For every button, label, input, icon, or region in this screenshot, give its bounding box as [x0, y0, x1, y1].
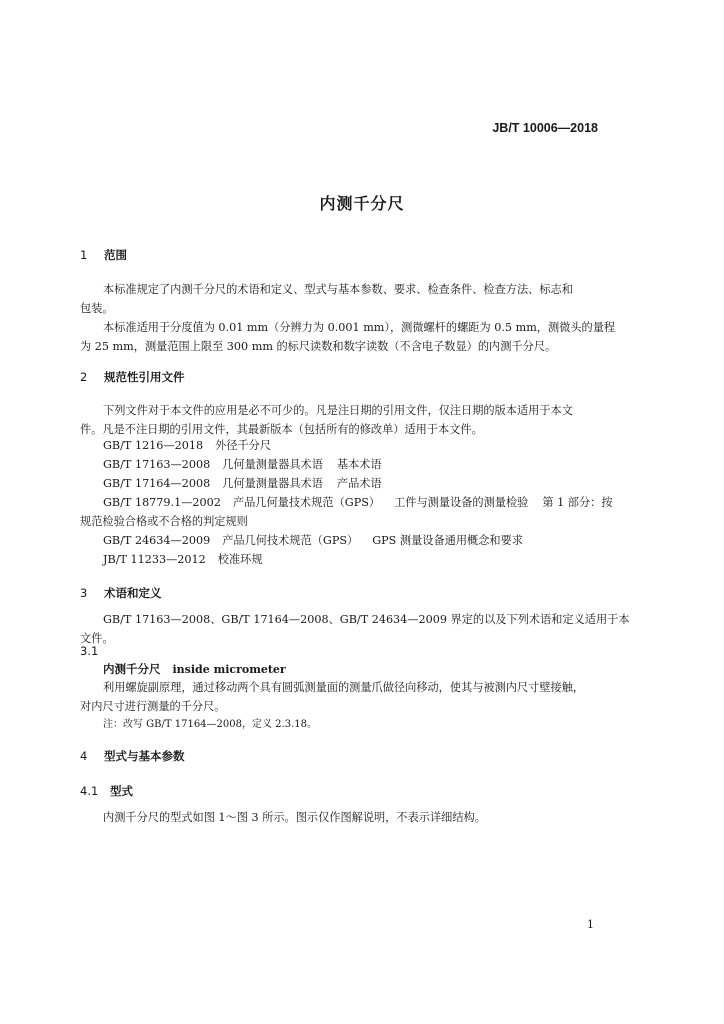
- reference-title: 几何量测量器具术语: [222, 458, 323, 471]
- section-title: 型式与基本参数: [104, 749, 185, 763]
- text-line: 本标准规定了内测千分尺的术语和定义、型式与基本参数、要求、检查条件、检查方法、标志和: [103, 283, 573, 296]
- reference-title: 外径千分尺: [215, 439, 272, 452]
- reference-item: [103, 551, 263, 567]
- reference-code: GB/T 24634—2009: [103, 534, 211, 547]
- section-2-heading: [80, 369, 185, 385]
- section-2-body: [80, 401, 600, 439]
- term-english: inside micrometer: [172, 663, 286, 676]
- subsection-3-1-number: 3.1: [80, 644, 99, 658]
- text-line: 内测千分尺的型式如图 1～图 3 所示。图示仅作图解说明，不表示详细结构。: [103, 811, 486, 824]
- document-title: 内测千分尺: [319, 194, 405, 213]
- section-3-heading: [80, 585, 162, 601]
- reference-item: [103, 437, 271, 453]
- reference-subtitle: 产品术语: [336, 477, 382, 490]
- section-4-body: [80, 808, 600, 827]
- text-line: 件。凡是不注日期的引用文件，其最新版本（包括所有的修改单）适用于本文件。: [80, 423, 483, 436]
- reference-continuation: 规范检验合格或不合格的判定规则: [80, 515, 248, 528]
- section-number: 3: [80, 586, 88, 600]
- section-number: 4: [80, 749, 88, 763]
- reference-item: [103, 532, 523, 548]
- term-entry: [103, 661, 286, 677]
- reference-title: 几何量测量器具术语: [222, 477, 323, 490]
- text-line: 对内尺寸进行测量的千分尺。: [80, 700, 226, 713]
- reference-code: GB/T 1216—2018: [103, 439, 204, 452]
- reference-item: [103, 494, 613, 510]
- section-number: 2: [80, 370, 88, 384]
- reference-code: GB/T 17164—2008: [103, 477, 211, 490]
- reference-subtitle: 工件与测量设备的测量检验: [394, 496, 529, 509]
- section-number: 1: [80, 248, 88, 262]
- text-line: GB/T 17163—2008、GB/T 17164—2008、GB/T 24634—2009 界定的以及下列术语和定义适用于本: [103, 613, 630, 626]
- text-line: 利用螺旋副原理，通过移动两个具有圆弧测量面的测量爪做径向移动，使其与被测内尺寸壁接触，: [103, 681, 585, 694]
- section-3-body: [80, 610, 630, 648]
- reference-item: [103, 456, 382, 472]
- text-line: 为 25 mm，测量范围上限至 300 mm 的标尺读数和数字读数（不含电子数显）的内测千分尺。: [80, 340, 557, 353]
- reference-part: 第 1 部分：按: [542, 496, 613, 509]
- section-title: 范围: [104, 248, 127, 262]
- text-line: 本标准适用于分度值为 0.01 mm（分辨力为 0.001 mm），测微螺杆的螺距为 0.5 mm，测微头的量程: [103, 321, 616, 334]
- term-note: 注：改写 GB/T 17164—2008，定义 2.3.18。: [103, 719, 317, 730]
- term-definition: [80, 678, 600, 716]
- text-line: 下列文件对于本文件的应用是必不可少的。凡是注日期的引用文件，仅注日期的版本适用于本文: [103, 404, 573, 417]
- term-chinese: 内测千分尺: [103, 662, 161, 676]
- section-title: 规范性引用文件: [104, 370, 185, 384]
- section-title: 术语和定义: [104, 586, 162, 600]
- section-4-heading: [80, 748, 185, 764]
- subsection-title: 型式: [110, 784, 133, 798]
- reference-title: 产品几何量技术规范（GPS）: [232, 496, 381, 509]
- reference-title: 校准环规: [217, 553, 263, 566]
- section-1-heading: [80, 247, 127, 263]
- reference-subtitle: GPS 测量设备通用概念和要求: [372, 534, 523, 547]
- reference-code: GB/T 17163—2008: [103, 458, 211, 471]
- subsection-4-1-heading: [80, 783, 133, 799]
- standard-code: JB/T 10006—2018: [492, 121, 598, 135]
- reference-item: [103, 475, 382, 491]
- reference-code: JB/T 11233—2012: [103, 553, 206, 566]
- section-1-body: [80, 280, 616, 356]
- text-line: 包装。: [80, 302, 114, 315]
- subsection-number: 4.1: [80, 784, 99, 798]
- page-number: 1: [587, 918, 594, 931]
- reference-title: 产品几何技术规范（GPS）: [222, 534, 359, 547]
- reference-code: GB/T 18779.1—2002: [103, 496, 221, 509]
- text-line: 文件。: [80, 632, 114, 645]
- reference-subtitle: 基本术语: [336, 458, 382, 471]
